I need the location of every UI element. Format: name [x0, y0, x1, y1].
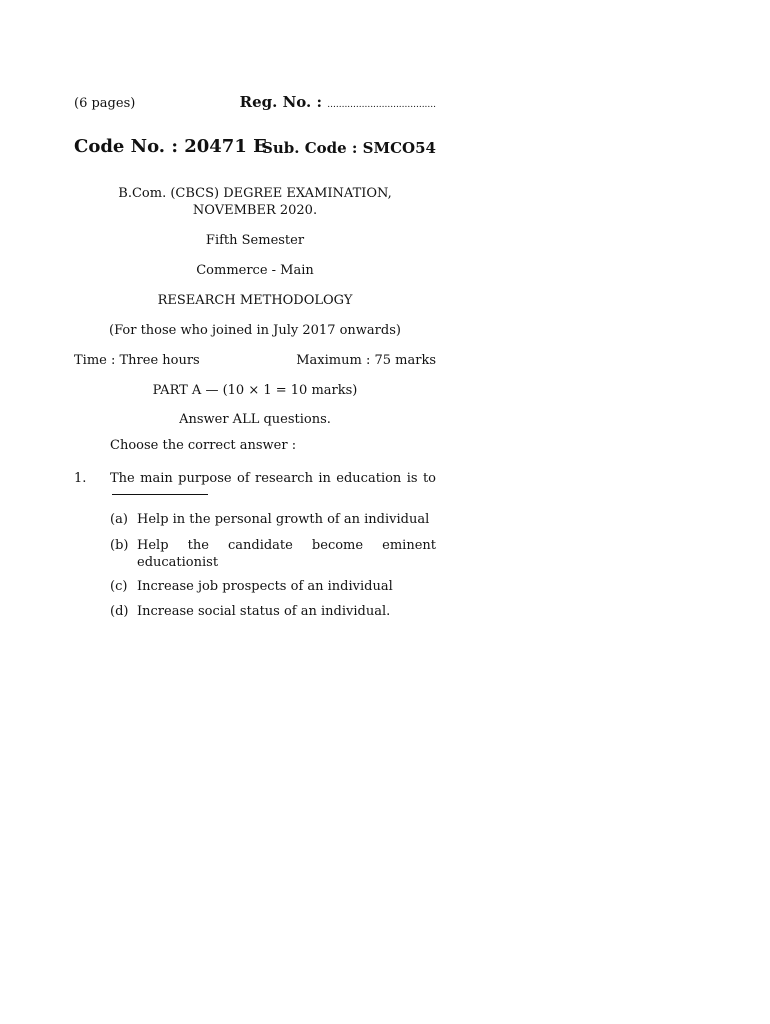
- subject: Commerce - Main: [196, 263, 314, 278]
- question-stem: The main purpose of research in education is to: [110, 471, 436, 486]
- exam-title-line1: B.Com. (CBCS) DEGREE EXAMINATION,: [118, 186, 392, 201]
- answer-blank: [112, 494, 208, 495]
- exam-title-line2: NOVEMBER 2020.: [192, 203, 318, 218]
- code-number: Code No. : 20471 E: [74, 136, 267, 157]
- option-label: (a): [110, 512, 128, 527]
- choose-instruction: Choose the correct answer :: [110, 438, 297, 453]
- option-text: Help the candidate become eminent educationist: [137, 538, 436, 570]
- reg-no-dots: ......................................: [327, 100, 436, 110]
- reg-no-field: [240, 94, 436, 114]
- answer-instruction: Answer ALL questions.: [179, 412, 331, 427]
- time-allowed: Time : Three hours: [74, 353, 200, 368]
- option-label: (c): [110, 579, 128, 594]
- reg-no-label: Reg. No. :: [239, 93, 323, 111]
- option-text: Help in the personal growth of an individual: [137, 512, 430, 527]
- sub-code: Sub. Code : SMCO54: [262, 139, 436, 157]
- option-label: (d): [110, 604, 129, 619]
- question-text: [110, 470, 436, 504]
- semester: Fifth Semester: [205, 233, 305, 248]
- paper-title: RESEARCH METHODOLOGY: [157, 293, 353, 308]
- option-text: Increase job prospects of an individual: [137, 579, 393, 594]
- option-text: Increase social status of an individual.: [137, 604, 391, 619]
- page-count: (6 pages): [74, 96, 136, 111]
- question-number: 1.: [74, 471, 87, 486]
- part-a-heading: PART A — (10 × 1 = 10 marks): [152, 383, 358, 398]
- maximum-marks: Maximum : 75 marks: [296, 353, 436, 368]
- option-label: (b): [110, 538, 129, 553]
- code-line: [74, 138, 436, 160]
- eligibility-note: (For those who joined in July 2017 onwards): [109, 323, 401, 338]
